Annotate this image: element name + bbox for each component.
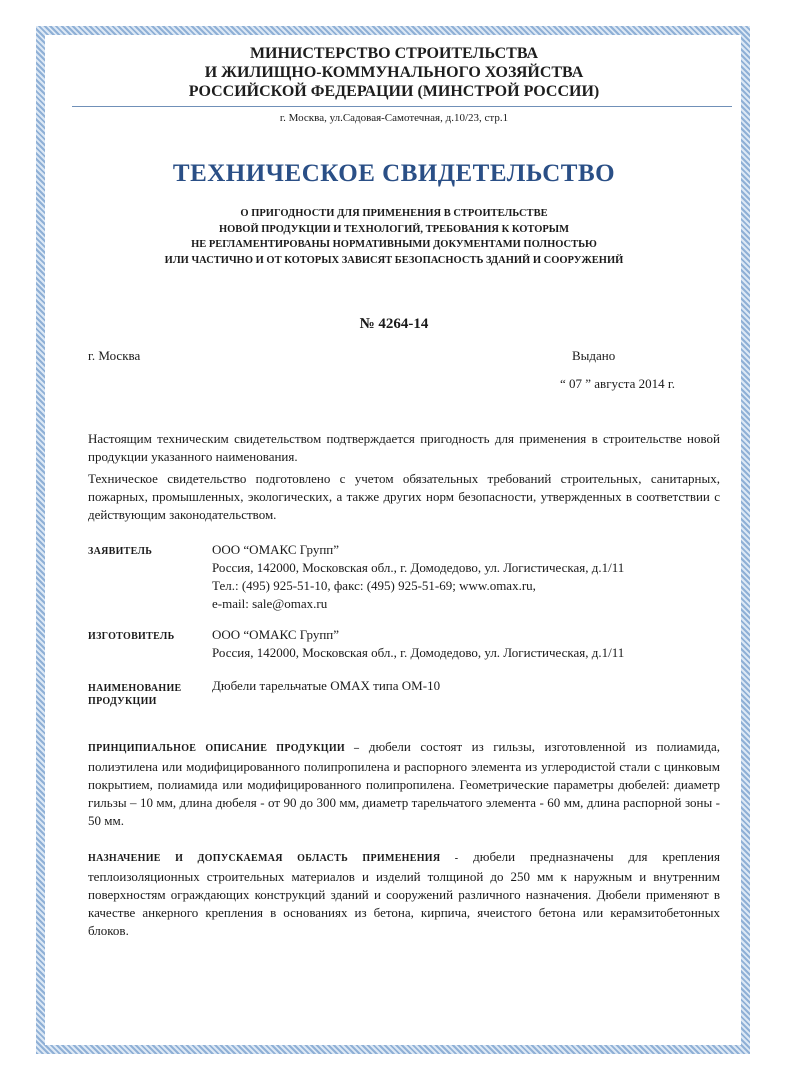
subtitle-line: НОВОЙ ПРОДУКЦИИ И ТЕХНОЛОГИЙ, ТРЕБОВАНИЯ К КОТОРЫМ	[218, 223, 570, 235]
applicant-phone: Тел.: (495) 925-51-10, факс: (495) 925-51-69; www.omax.ru,	[212, 578, 536, 593]
header-divider	[72, 106, 732, 107]
product-name: Дюбели тарельчатые ОМАХ типа ОМ-10	[212, 678, 441, 693]
issue-city: г. Москва	[88, 348, 141, 363]
manufacturer-name: ООО “ОМАКС Групп”	[212, 627, 339, 642]
issued-label: Выдано	[572, 348, 616, 363]
intro-paragraph-2: Техническое свидетельство подготовлено с учетом обязательных требований строительных, санитарных, пожарных, промышленных, экологических, а также других норм безопасности, утвержденных в соответствии с действующим законодательством.	[88, 471, 720, 522]
ministry-line-1: МИНИСТЕРСТВО СТРОИТЕЛЬСТВА	[249, 45, 539, 62]
applicant-details	[212, 541, 720, 613]
ministry-address: г. Москва, ул.Садовая-Самотечная, д.10/23, стр.1	[279, 112, 509, 124]
applicant-email: e-mail: sale@omax.ru	[212, 596, 328, 611]
manufacturer-address: Россия, 142000, Московская обл., г. Домодедово, ул. Логистическая, д.1/11	[212, 645, 625, 660]
certificate-number: № 4264-14	[359, 316, 429, 332]
issued-date: “ 07 ” августа 2014 г.	[560, 376, 676, 391]
purpose-label: НАЗНАЧЕНИЕ И ДОПУСКАЕМАЯ ОБЛАСТЬ ПРИМЕНЕНИЯ -	[88, 853, 459, 864]
applicant-name: ООО “ОМАКС Групп”	[212, 542, 339, 557]
description-text: дюбели состоят из гильзы, изготовленной из полиамида, полиэтилена или модифицированного полипропилена и распорного элемента из углеродистой стали с цинковым покрытием, полиамида или модифицированного полипропилена. Геометрические параметры дюбелей: диаметр гильзы – 10 мм, длина дюбеля - от 90 до 300 мм, диаметр тарельчатого элемента - 60 мм, длина распорной зоны - 50 мм.	[88, 739, 720, 828]
applicant-address: Россия, 142000, Московская обл., г. Домодедово, ул. Логистическая, д.1/11	[212, 560, 625, 575]
subtitle-line: НЕ РЕГЛАМЕНТИРОВАНЫ НОРМАТИВНЫМИ ДОКУМЕНТАМИ ПОЛНОСТЬЮ	[191, 239, 597, 250]
document-title: ТЕХНИЧЕСКОЕ СВИДЕТЕЛЬСТВО	[172, 160, 616, 187]
applicant-label: ЗАЯВИТЕЛЬ	[88, 546, 153, 557]
description-label: ПРИНЦИПИАЛЬНОЕ ОПИСАНИЕ ПРОДУКЦИИ –	[88, 743, 360, 754]
manufacturer-details	[212, 626, 720, 662]
product-label	[88, 682, 208, 708]
manufacturer-label: ИЗГОТОВИТЕЛЬ	[88, 631, 175, 642]
subtitle-line: ИЛИ ЧАСТИЧНО И ОТ КОТОРЫХ ЗАВИСЯТ БЕЗОПАСНОСТЬ ЗДАНИЙ И СООРУЖЕНИЙ	[164, 254, 624, 266]
ministry-header	[60, 44, 728, 101]
product-label-line: НАИМЕНОВАНИЕ	[88, 683, 182, 694]
subtitle-line: О ПРИГОДНОСТИ ДЛЯ ПРИМЕНЕНИЯ В СТРОИТЕЛЬСТВЕ	[240, 208, 548, 219]
ministry-line-3: РОССИЙСКОЙ ФЕДЕРАЦИИ (МИНСТРОЙ РОССИИ)	[188, 83, 600, 100]
product-purpose	[88, 848, 720, 940]
intro-paragraph-1: Настоящим техническим свидетельством подтверждается пригодность для применения в строительстве новой продукции указанного наименования.	[88, 431, 720, 464]
purpose-text: дюбели предназначены для крепления теплоизоляционных строительных материалов и изделий толщиной до 250 мм к наружным и внутренним поверхностям ограждающих конструкций зданий и сооружений различного назначения. Дюбели применяют в качестве анкерного крепления в основаниях из бетона, кирпича, ячеистого бетона или керамзитобетонных блоков.	[88, 849, 720, 938]
product-description	[88, 738, 720, 830]
document-subtitle	[60, 206, 728, 268]
product-label-line: ПРОДУКЦИИ	[88, 696, 157, 707]
ministry-line-2: И ЖИЛИЩНО-КОММУНАЛЬНОГО ХОЗЯЙСТВА	[204, 64, 584, 81]
